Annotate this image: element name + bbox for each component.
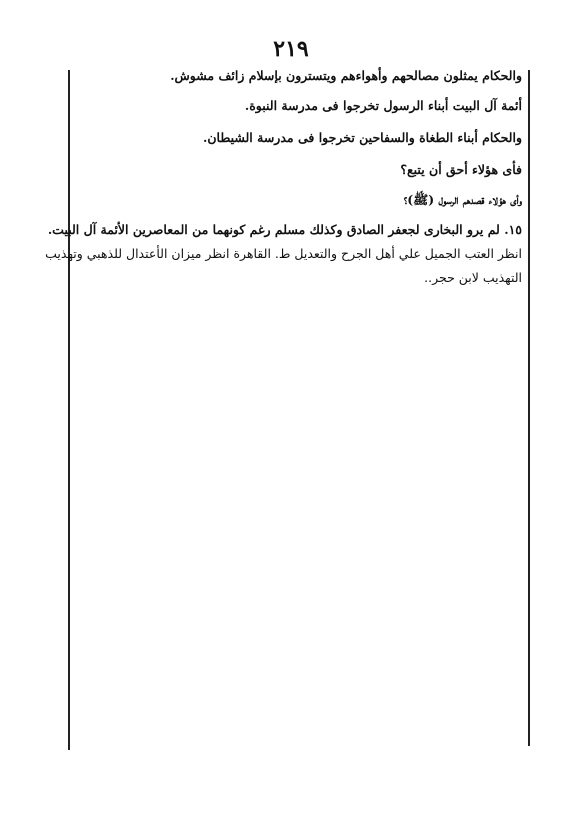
page-number: ٢١٩: [273, 36, 309, 62]
body-line-2: أئمة آل البيت أبناء الرسول تخرجوا فى مدرسة النبوة.: [244, 98, 522, 113]
body-text: [45, 68, 522, 328]
body-line-5: وأى هؤلاء قصدهم الرسول (ﷺ)؟: [403, 192, 522, 207]
right-margin-rule: [528, 70, 530, 746]
footnote-line-1: ١٥. لم يرو البخارى لجعفر الصادق وكذلك مسلم رغم كونهما من المعاصرين الأئمة آل البيت.: [47, 222, 522, 237]
footnote-line-2: انظر العتب الجميل علي أهل الجرح والتعديل ط. القاهرة انظر ميزان الأعتدال للذهبي وتهذيب: [45, 246, 522, 261]
body-line-1: والحكام يمثلون مصالحهم وأهواءهم ويتسترون بإسلام زائف مشوش.: [170, 68, 522, 83]
left-margin-rule: [68, 70, 70, 750]
body-line-4: فأى هؤلاء أحق أن يتبع؟: [400, 162, 522, 177]
body-line-3: والحكام أبناء الطغاة والسفاحين تخرجوا فى مدرسة الشيطان.: [202, 130, 522, 145]
footnote-line-3: التهذيب لابن حجر..: [424, 270, 522, 285]
